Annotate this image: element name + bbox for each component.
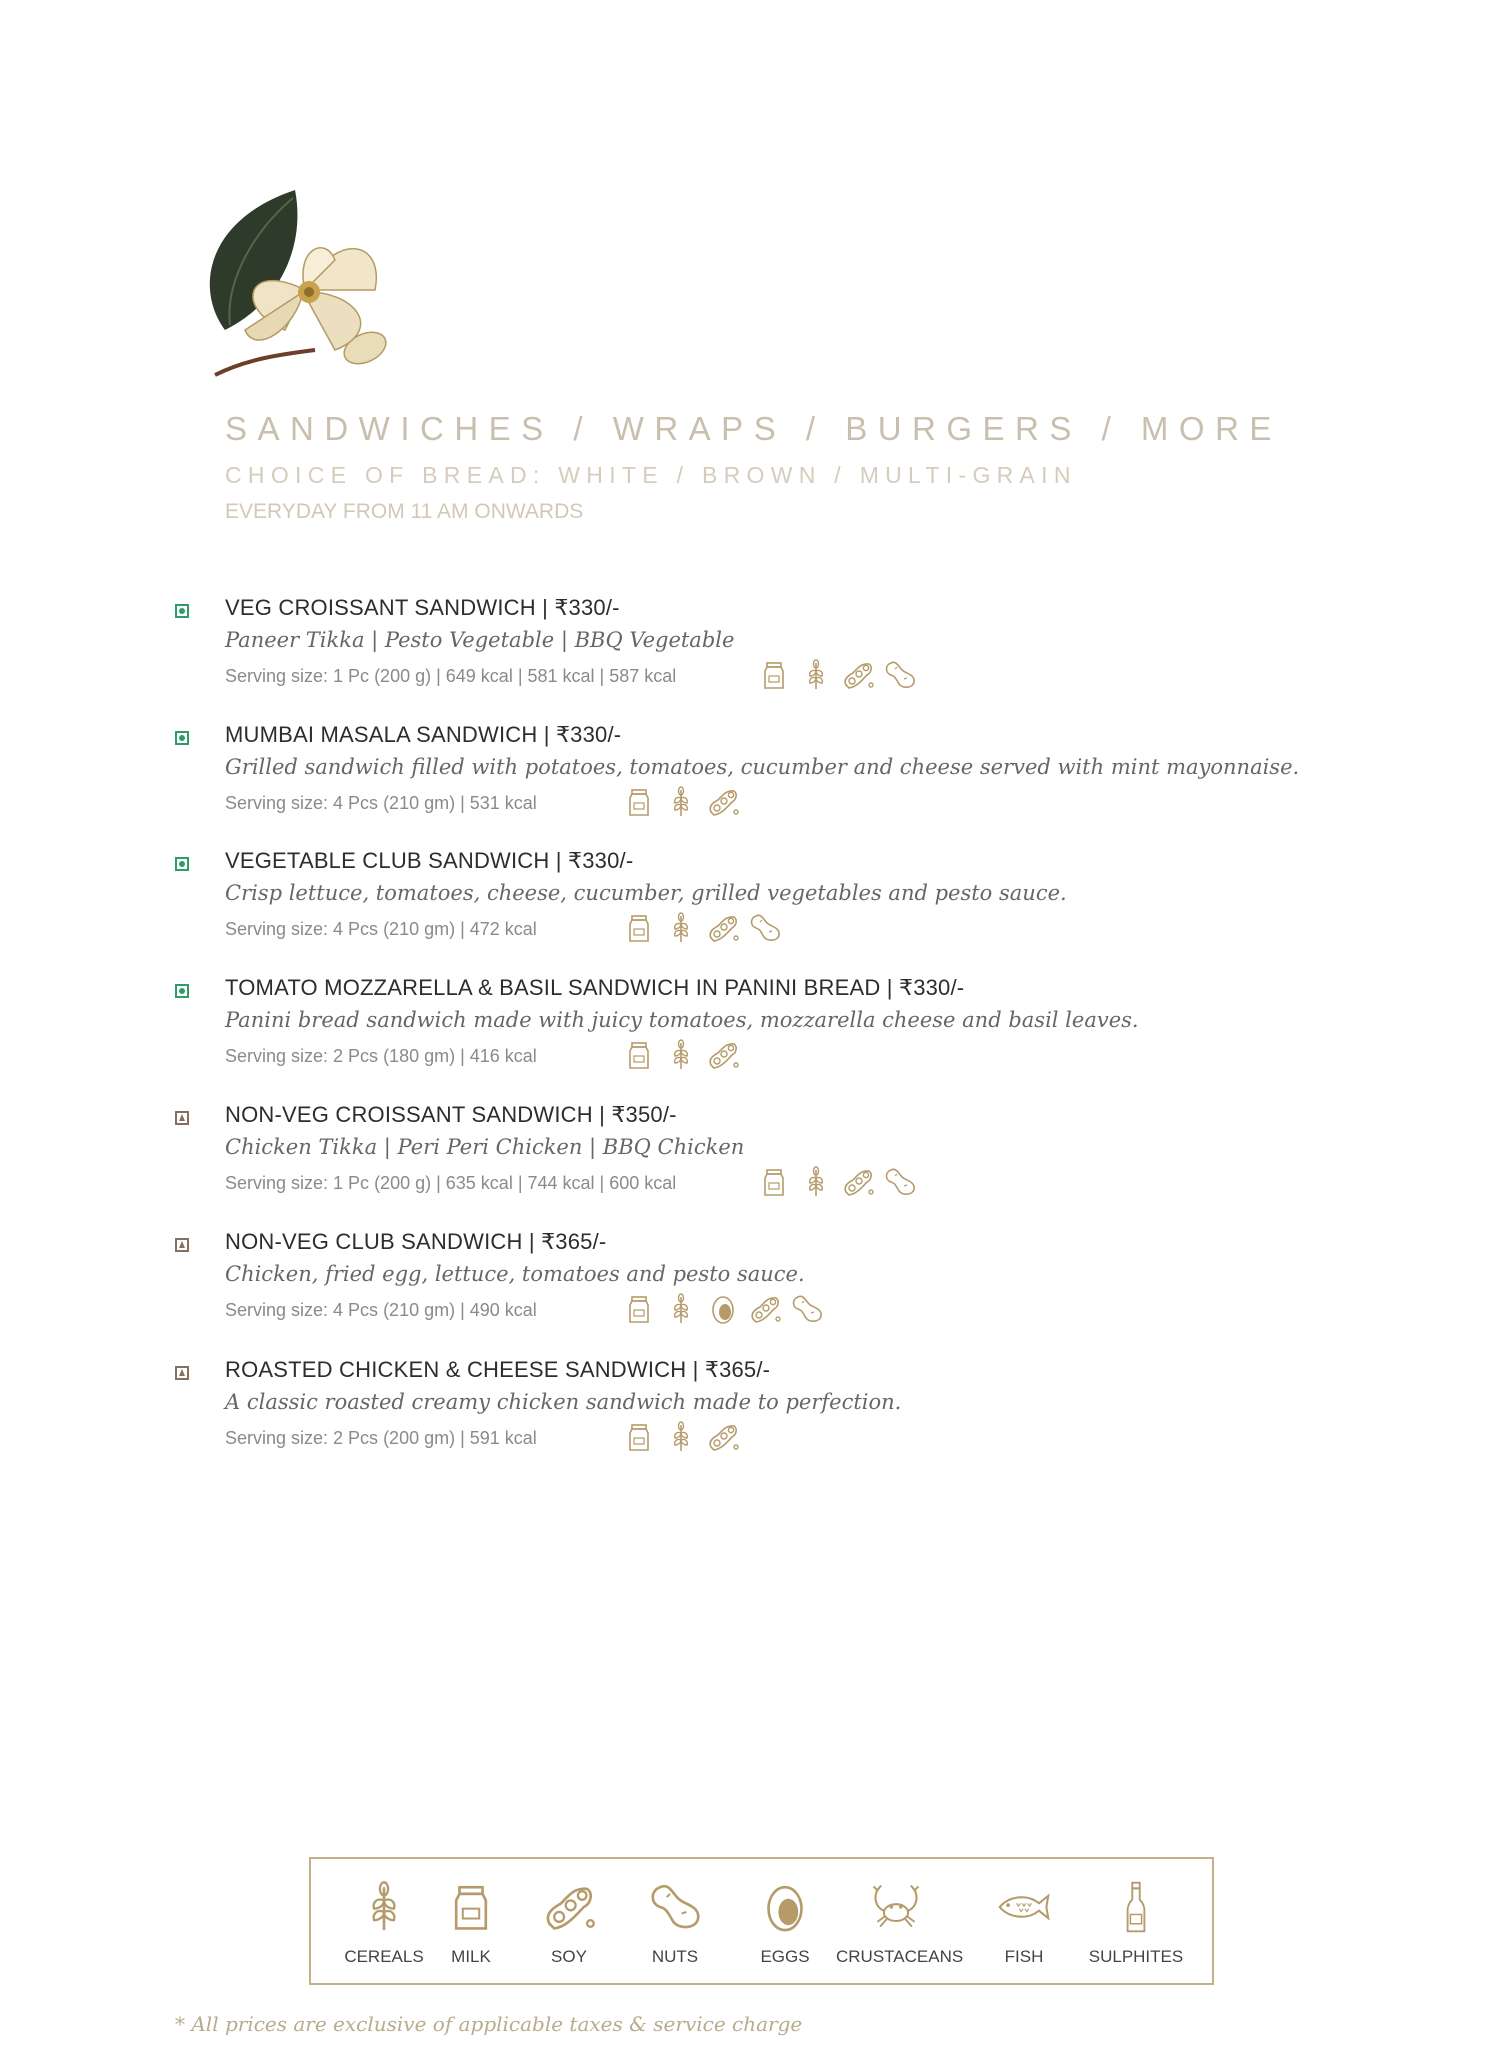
item-serving-info: Serving size: 1 Pc (200 g) | 649 kcal | 581 kcal | 587 kcal bbox=[225, 666, 677, 686]
milk-icon bbox=[622, 1293, 656, 1325]
item-serving-info: Serving size: 4 Pcs (210 gm) | 490 kcal bbox=[225, 1300, 537, 1320]
item-allergen-icons bbox=[622, 1293, 824, 1325]
legend-label: SULPHITES bbox=[1088, 1947, 1184, 1966]
item-allergen-icons bbox=[622, 1039, 740, 1071]
price-footnote: * All prices are exclusive of applicable taxes & service charge bbox=[175, 2012, 803, 2036]
milk-icon bbox=[622, 1039, 656, 1071]
legend-label: CRUSTACEANS bbox=[836, 1947, 964, 1966]
item-description: Paneer Tikka | Pesto Vegetable | BBQ Vegetable bbox=[225, 628, 735, 652]
soy-icon bbox=[748, 1293, 782, 1325]
item-description: Crisp lettuce, tomatoes, cheese, cucumber, grilled vegetables and pesto sauce. bbox=[225, 881, 1067, 905]
bread-choice-subtitle: CHOICE OF BREAD: WHITE / BROWN / MULTI-GRAIN bbox=[225, 462, 1077, 488]
item-title: NON-VEG CROISSANT SANDWICH | ₹350/- bbox=[225, 1102, 677, 1127]
menu-item bbox=[0, 722, 1496, 842]
item-description: Panini bread sandwich made with juicy tomatoes, mozzarella cheese and basil leaves. bbox=[225, 1008, 1139, 1032]
item-allergen-icons bbox=[757, 1166, 917, 1198]
item-title: VEG CROISSANT SANDWICH | ₹330/- bbox=[225, 595, 620, 620]
item-title: VEGETABLE CLUB SANDWICH | ₹330/- bbox=[225, 848, 634, 873]
item-serving-info: Serving size: 2 Pcs (180 gm) | 416 kcal bbox=[225, 1046, 537, 1066]
legend-label: SOY bbox=[551, 1947, 587, 1966]
legend-item-crustaceans bbox=[836, 1877, 964, 1977]
legend-label: NUTS bbox=[651, 1947, 699, 1966]
milk-icon bbox=[622, 1421, 656, 1453]
item-title: NON-VEG CLUB SANDWICH | ₹365/- bbox=[225, 1229, 607, 1254]
item-allergen-icons bbox=[757, 659, 917, 691]
menu-item bbox=[0, 595, 1496, 715]
legend-label: CEREALS bbox=[344, 1947, 424, 1966]
item-description: Grilled sandwich filled with potatoes, tomatoes, cucumber and cheese served with mint mayonnaise. bbox=[225, 755, 1300, 779]
soy-icon bbox=[706, 1421, 740, 1453]
cereals-icon bbox=[664, 912, 698, 944]
item-title: MUMBAI MASALA SANDWICH | ₹330/- bbox=[225, 722, 622, 747]
cereals-icon bbox=[664, 1039, 698, 1071]
menu-item bbox=[0, 1102, 1496, 1222]
legend-label: FISH bbox=[1004, 1947, 1044, 1966]
allergen-legend bbox=[309, 1857, 1214, 1985]
menu-item bbox=[0, 1357, 1496, 1477]
soy-icon bbox=[841, 1166, 875, 1198]
soy-icon bbox=[706, 1039, 740, 1071]
item-allergen-icons bbox=[622, 1421, 740, 1453]
non-veg-marker-icon bbox=[175, 1366, 189, 1380]
milk-icon bbox=[757, 659, 791, 691]
nuts-icon bbox=[883, 659, 917, 691]
legend-label: EGGS bbox=[760, 1947, 810, 1966]
item-serving-info: Serving size: 1 Pc (200 g) | 635 kcal | 744 kcal | 600 kcal bbox=[225, 1173, 677, 1193]
legend-label: MILK bbox=[451, 1947, 491, 1966]
veg-marker-icon bbox=[175, 857, 189, 871]
item-description: Chicken Tikka | Peri Peri Chicken | BBQ Chicken bbox=[225, 1135, 745, 1159]
nuts-icon bbox=[748, 912, 782, 944]
veg-marker-icon bbox=[175, 731, 189, 745]
legend-item-soy bbox=[509, 1877, 629, 1977]
soy-icon bbox=[841, 659, 875, 691]
magnolia-illustration bbox=[185, 180, 445, 390]
item-title: ROASTED CHICKEN & CHEESE SANDWICH | ₹365/- bbox=[225, 1357, 771, 1382]
soy-icon bbox=[706, 786, 740, 818]
item-serving-info: Serving size: 4 Pcs (210 gm) | 531 kcal bbox=[225, 793, 537, 813]
eggs-icon bbox=[706, 1293, 740, 1325]
cereals-icon bbox=[799, 659, 833, 691]
item-allergen-icons bbox=[622, 912, 782, 944]
menu-item bbox=[0, 1229, 1496, 1349]
veg-marker-icon bbox=[175, 984, 189, 998]
item-description: A classic roasted creamy chicken sandwich made to perfection. bbox=[225, 1390, 902, 1414]
legend-item-nuts bbox=[615, 1877, 735, 1977]
item-serving-info: Serving size: 4 Pcs (210 gm) | 472 kcal bbox=[225, 919, 537, 939]
section-title: SANDWICHES / WRAPS / BURGERS / MORE bbox=[225, 410, 1282, 447]
nuts-icon bbox=[883, 1166, 917, 1198]
cereals-icon bbox=[664, 1293, 698, 1325]
cereals-icon bbox=[664, 1421, 698, 1453]
menu-item bbox=[0, 848, 1496, 968]
veg-marker-icon bbox=[175, 604, 189, 618]
menu-item bbox=[0, 975, 1496, 1095]
legend-item-fish bbox=[964, 1877, 1084, 1977]
availability-note: EVERYDAY FROM 11 AM ONWARDS bbox=[225, 500, 584, 523]
milk-icon bbox=[622, 786, 656, 818]
cereals-icon bbox=[799, 1166, 833, 1198]
milk-icon bbox=[622, 912, 656, 944]
soy-icon bbox=[706, 912, 740, 944]
item-description: Chicken, fried egg, lettuce, tomatoes and pesto sauce. bbox=[225, 1262, 805, 1286]
legend-item-sulphites bbox=[1076, 1877, 1196, 1977]
milk-icon bbox=[757, 1166, 791, 1198]
item-serving-info: Serving size: 2 Pcs (200 gm) | 591 kcal bbox=[225, 1428, 537, 1448]
item-allergen-icons bbox=[622, 786, 740, 818]
item-title: TOMATO MOZZARELLA & BASIL SANDWICH IN PANINI BREAD | ₹330/- bbox=[225, 975, 965, 1000]
legend-item-eggs bbox=[725, 1877, 845, 1977]
non-veg-marker-icon bbox=[175, 1238, 189, 1252]
non-veg-marker-icon bbox=[175, 1111, 189, 1125]
nuts-icon bbox=[790, 1293, 824, 1325]
cereals-icon bbox=[664, 786, 698, 818]
